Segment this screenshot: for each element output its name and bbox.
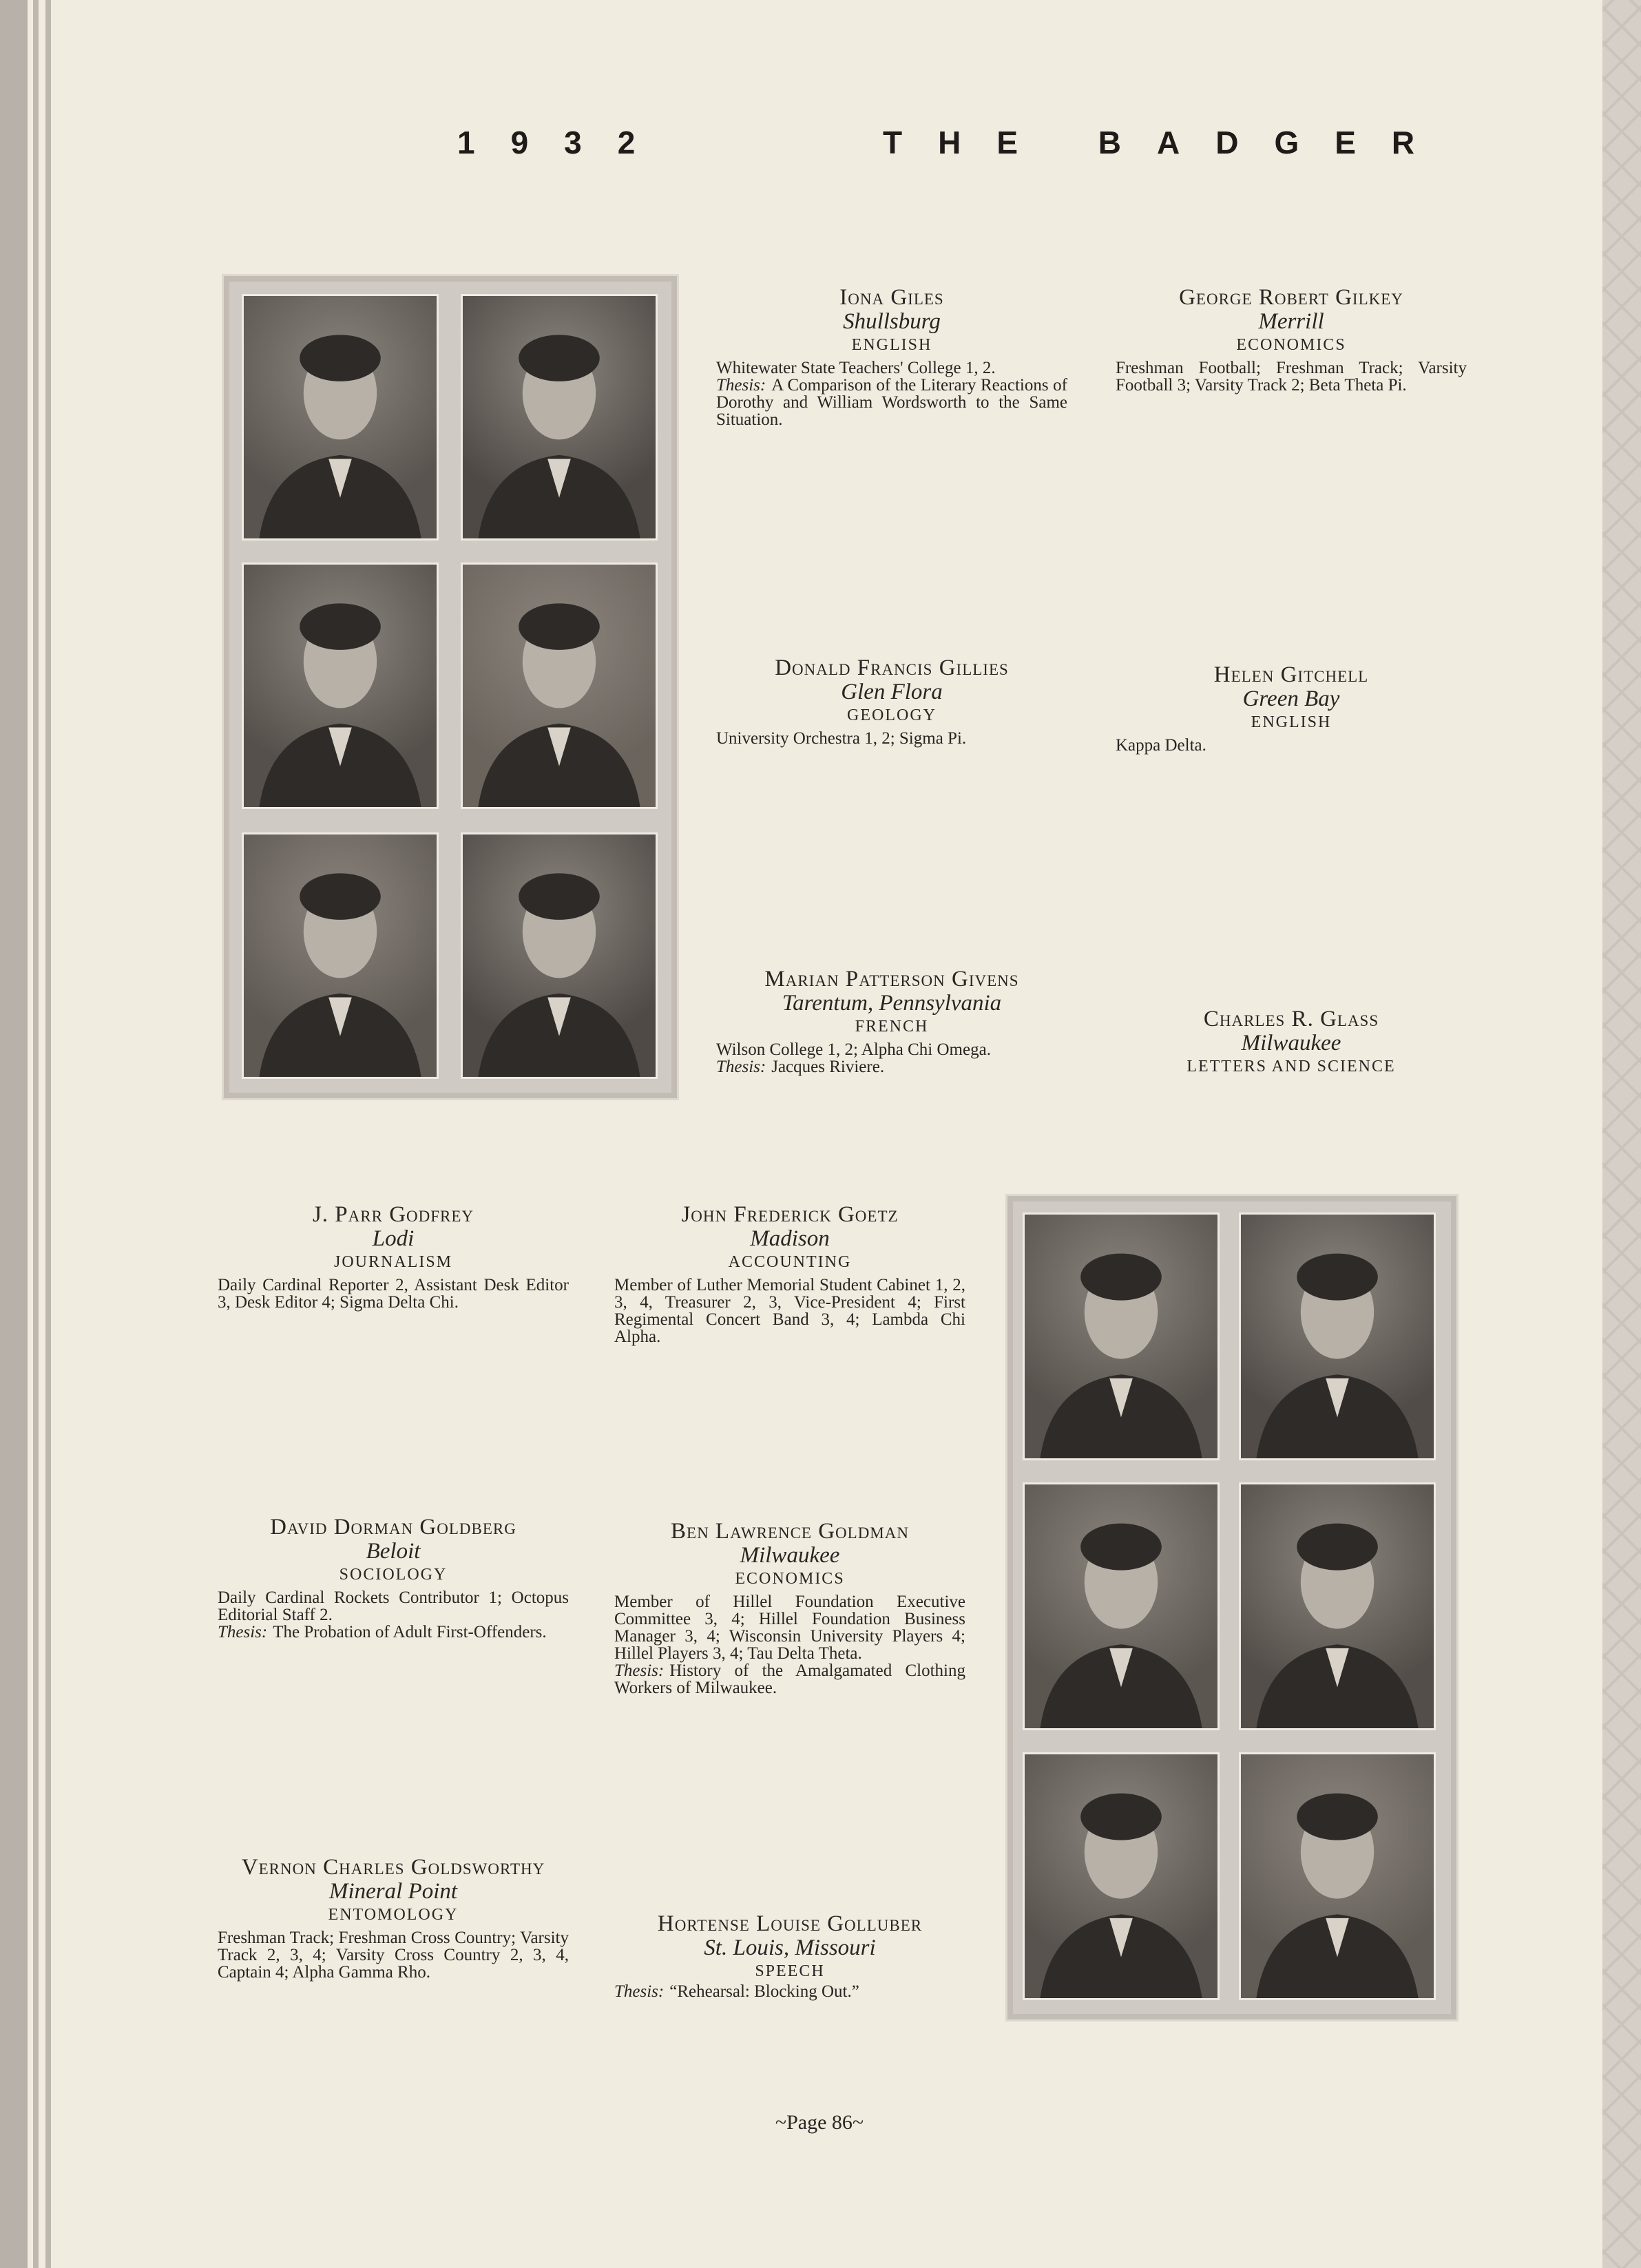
- entry-david-dorman-goldberg: [218, 1515, 569, 1641]
- entry-town: Tarentum, Pennsylvania: [782, 991, 1002, 1016]
- entry-town: Milwaukee: [740, 1543, 840, 1568]
- portrait-hair: [519, 873, 600, 920]
- portrait-silhouette: [1241, 1754, 1434, 1998]
- portrait-donald-francis-gillies: [242, 563, 439, 809]
- thesis-label: Thesis:: [614, 1661, 665, 1680]
- portrait-hair: [1080, 1794, 1162, 1840]
- entry-activities: Kappa Delta.: [1116, 736, 1206, 755]
- entry-town: St. Louis, Missouri: [704, 1935, 876, 1960]
- entry-thesis: [716, 377, 1067, 428]
- portrait-silhouette: [463, 565, 656, 807]
- entry-activities: Daily Cardinal Rockets Contributor 1; Octopus Editorial Staff 2.: [218, 1588, 569, 1624]
- thesis-text: Jacques Riviere.: [771, 1058, 885, 1076]
- portrait-silhouette: [1025, 1215, 1217, 1458]
- entry-name: Hortense Louise Golluber: [657, 1911, 923, 1936]
- entry-activities: Daily Cardinal Reporter 2, Assistant Desk Editor 3, Desk Editor 4; Sigma Delta Chi.: [218, 1276, 569, 1312]
- entry-name: Donald Francis Gillies: [775, 655, 1009, 680]
- portrait-hair: [1080, 1524, 1162, 1571]
- entry-helen-gitchell: [1116, 662, 1467, 754]
- portrait-vernon-charles-goldsworthy: [1023, 1752, 1220, 2000]
- photo-panel-bottom: [1005, 1194, 1459, 2022]
- entry-activities: Member of Luther Memorial Student Cabinet 1, 2, 3, 4, Treasurer 2, 3, Vice-President 4; First Regimental Concert Band 3, 4; Lambda Chi Alpha.: [614, 1276, 965, 1346]
- portrait-hair: [519, 603, 600, 650]
- portrait-david-dorman-goldberg: [1023, 1482, 1220, 1730]
- portrait-charles-r-glass: [461, 832, 658, 1079]
- portrait-silhouette: [244, 296, 437, 538]
- page-number: ~Page 86~: [775, 2111, 864, 2134]
- portrait-hair: [300, 603, 381, 650]
- entry-major: GEOLOGY: [847, 706, 937, 724]
- entry-town: Lodi: [372, 1226, 415, 1251]
- entry-name: George Robert Gilkey: [1179, 285, 1403, 310]
- thesis-label: Thesis:: [218, 1623, 268, 1641]
- thesis-text: A Comparison of the Literary Reactions of Dorothy and William Wordsworth to the Same Situation.: [716, 376, 1067, 429]
- portrait-silhouette: [244, 565, 437, 807]
- portrait-hortense-louise-golluber: [1239, 1752, 1436, 2000]
- portrait-hair: [1297, 1254, 1378, 1301]
- entry-activities: Member of Hillel Foundation Executive Committee 3, 4; Hillel Foundation Business Manager 3, 4; Wisconsin University Players 4; Hillel Players 3, 4; Tau Delta Theta.: [614, 1593, 965, 1663]
- entry-name: Helen Gitchell: [1213, 662, 1369, 687]
- thesis-text: History of the Amalgamated Clothing Workers of Milwaukee.: [614, 1661, 965, 1697]
- portrait-silhouette: [463, 834, 656, 1077]
- portrait-hair: [519, 335, 600, 381]
- entry-town: Mineral Point: [328, 1879, 458, 1904]
- entry-town: Green Bay: [1242, 686, 1340, 711]
- entry-hortense-louise-golluber: [614, 1911, 965, 2000]
- entry-town: Merrill: [1258, 309, 1324, 334]
- entry-george-robert-gilkey: [1116, 285, 1467, 394]
- entry-name: Marian Patterson Givens: [764, 967, 1019, 991]
- portrait-silhouette: [1025, 1484, 1217, 1728]
- entry-town: Milwaukee: [1241, 1031, 1341, 1056]
- entry-major: SPEECH: [755, 1962, 825, 1980]
- header-year: 1932: [457, 125, 671, 160]
- entry-iona-giles: [716, 285, 1067, 428]
- entry-name: Vernon Charles Goldsworthy: [241, 1855, 545, 1880]
- entry-town: Madison: [750, 1226, 830, 1251]
- entry-name: John Frederick Goetz: [681, 1202, 899, 1227]
- entry-donald-francis-gillies: [716, 655, 1067, 747]
- portrait-helen-gitchell: [461, 563, 658, 809]
- entry-activities: Whitewater State Teachers' College 1, 2.: [716, 359, 996, 377]
- entry-name: J. Parr Godfrey: [312, 1202, 474, 1227]
- portrait-iona-giles: [242, 294, 439, 540]
- entry-ben-lawrence-goldman: [614, 1519, 965, 1697]
- header-title: THE BADGER: [883, 125, 1451, 160]
- portrait-marian-patterson-givens: [242, 832, 439, 1079]
- portrait-silhouette: [463, 296, 656, 538]
- entry-charles-r-glass: [1116, 1007, 1467, 1078]
- entry-activities: Freshman Football; Freshman Track; Varsity Football 3; Varsity Track 2; Beta Theta Pi.: [1116, 359, 1467, 395]
- entry-major: ECONOMICS: [1236, 336, 1346, 354]
- entry-major: LETTERS AND SCIENCE: [1187, 1058, 1396, 1075]
- entry-thesis: [218, 1624, 569, 1641]
- portrait-silhouette: [1241, 1215, 1434, 1458]
- entry-thesis: [614, 1983, 965, 2000]
- entry-major: ENGLISH: [851, 336, 932, 354]
- thesis-label: Thesis:: [716, 376, 766, 395]
- entry-major: ACCOUNTING: [728, 1253, 852, 1271]
- portrait-j-parr-godfrey: [1023, 1212, 1220, 1460]
- portrait-george-robert-gilkey: [461, 294, 658, 540]
- thesis-text: “Rehearsal: Blocking Out.”: [669, 1982, 859, 2001]
- entry-name: Iona Giles: [839, 285, 944, 310]
- entry-j-parr-godfrey: [218, 1202, 569, 1311]
- entry-major: ECONOMICS: [735, 1570, 845, 1588]
- entry-thesis: [716, 1058, 1067, 1075]
- photo-panel-top: [222, 274, 679, 1100]
- entry-john-frederick-goetz: [614, 1202, 965, 1345]
- portrait-hair: [300, 335, 381, 381]
- entry-major: SOCIOLOGY: [339, 1566, 448, 1584]
- portrait-ben-lawrence-goldman: [1239, 1482, 1436, 1730]
- entry-activities: Wilson College 1, 2; Alpha Chi Omega.: [716, 1040, 991, 1059]
- portrait-silhouette: [1241, 1484, 1434, 1728]
- left-border-stripes: [0, 0, 63, 2268]
- entry-activities: University Orchestra 1, 2; Sigma Pi.: [716, 729, 967, 748]
- entry-name: David Dorman Goldberg: [270, 1515, 516, 1540]
- entry-name: Charles R. Glass: [1203, 1007, 1379, 1031]
- portrait-hair: [1297, 1794, 1378, 1840]
- entry-town: Shullsburg: [843, 309, 941, 334]
- entry-activities: Freshman Track; Freshman Cross Country; Varsity Track 2, 3, 4; Varsity Cross Country 2, 3, 4, Captain 4; Alpha Gamma Rho.: [218, 1929, 569, 1982]
- portrait-hair: [1297, 1524, 1378, 1571]
- entry-town: Glen Flora: [841, 680, 943, 704]
- entry-name: Ben Lawrence Goldman: [671, 1519, 909, 1544]
- entry-major: FRENCH: [855, 1018, 929, 1036]
- entry-marian-patterson-givens: [716, 967, 1067, 1075]
- thesis-label: Thesis:: [716, 1058, 766, 1076]
- entry-thesis: [614, 1662, 965, 1697]
- thesis-label: Thesis:: [614, 1982, 665, 2001]
- portrait-silhouette: [1025, 1754, 1217, 1998]
- entry-town: Beloit: [366, 1539, 421, 1564]
- entry-vernon-charles-goldsworthy: [218, 1855, 569, 1981]
- portrait-john-frederick-goetz: [1239, 1212, 1436, 1460]
- portrait-hair: [1080, 1254, 1162, 1301]
- entry-major: ENGLISH: [1251, 713, 1332, 731]
- entry-major: ENTOMOLOGY: [328, 1906, 459, 1924]
- entry-major: JOURNALISM: [333, 1253, 452, 1271]
- right-border-pattern: [1602, 0, 1641, 2268]
- portrait-hair: [300, 873, 381, 920]
- thesis-text: The Probation of Adult First-Offenders.: [273, 1623, 547, 1641]
- portrait-silhouette: [244, 834, 437, 1077]
